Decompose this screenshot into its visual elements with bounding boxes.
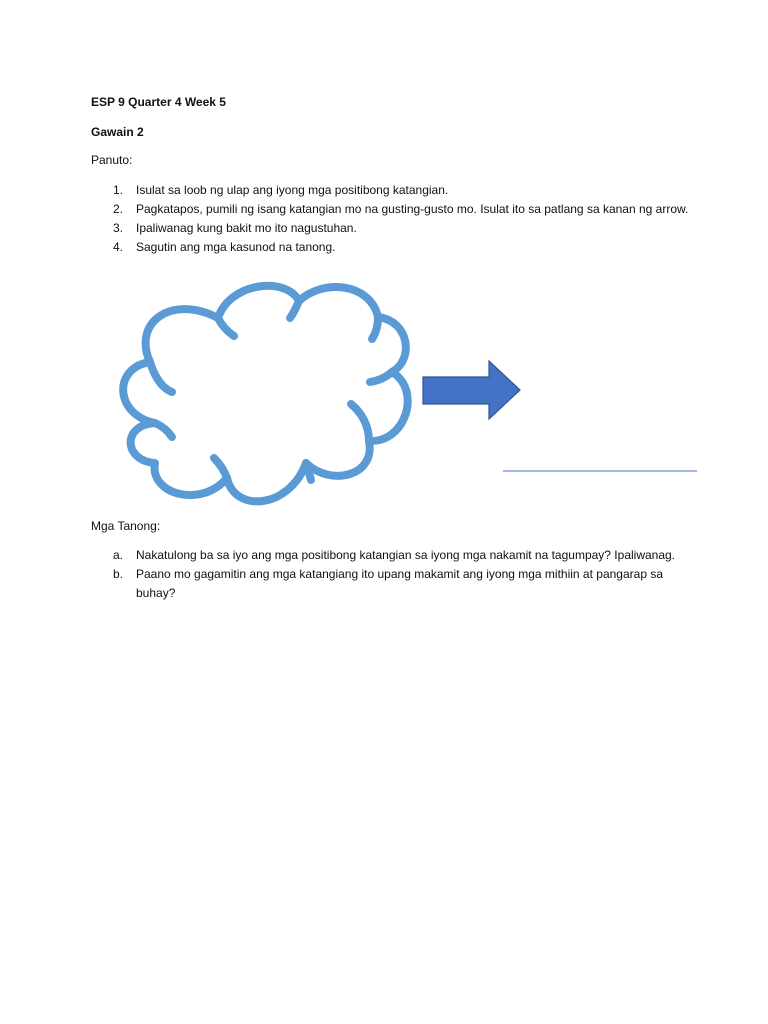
cloud-inner-curve (290, 301, 299, 318)
cloud-inner-curve (372, 317, 378, 339)
right-arrow-icon (423, 361, 520, 419)
question-text: Paano mo gagamitin ang mga katangiang ito upang makamit ang iyong mga mithiin at pangarap sa buhay? (136, 567, 663, 600)
cloud-inner-curve (351, 404, 369, 441)
instruction-number: 3. (113, 221, 124, 235)
question-letter: b. (113, 567, 124, 581)
question-item (91, 565, 691, 603)
cloud-inner-curve (155, 423, 172, 437)
instruction-number: 4. (113, 240, 124, 254)
cloud-inner-curve (306, 463, 311, 480)
cloud-inner-curve (370, 372, 392, 382)
question-text: Nakatulong ba sa iyo ang mga positibong katangian sa iyong mga nakamit na tagumpay? Ipaliwanag. (136, 548, 676, 562)
cloud-inner-curve (150, 362, 172, 392)
instruction-number: 1. (113, 183, 124, 197)
questions-list (91, 546, 691, 603)
instructions-heading: Panuto: (91, 153, 133, 167)
cloud-inner-curve (218, 318, 234, 336)
instruction-text: Pagkatapos, pumili ng isang katangian mo na gusting-gusto mo. Isulat ito sa patlang sa kanan ng arrow. (136, 202, 689, 216)
instruction-text: Isulat sa loob ng ulap ang iyong mga positibong katangian. (136, 183, 449, 197)
activity-title: Gawain 2 (91, 125, 144, 139)
instruction-number: 2. (113, 202, 124, 216)
document-title: ESP 9 Quarter 4 Week 5 (91, 95, 226, 109)
question-letter: a. (113, 548, 124, 562)
cloud-inner-curve (214, 458, 227, 478)
question-item (91, 546, 691, 565)
questions-heading: Mga Tanong: (91, 519, 161, 533)
instruction-text: Sagutin ang mga kasunod na tanong. (136, 240, 336, 254)
instruction-text: Ipaliwanag kung bakit mo ito nagustuhan. (136, 221, 357, 235)
cloud-icon[interactable] (123, 286, 408, 502)
